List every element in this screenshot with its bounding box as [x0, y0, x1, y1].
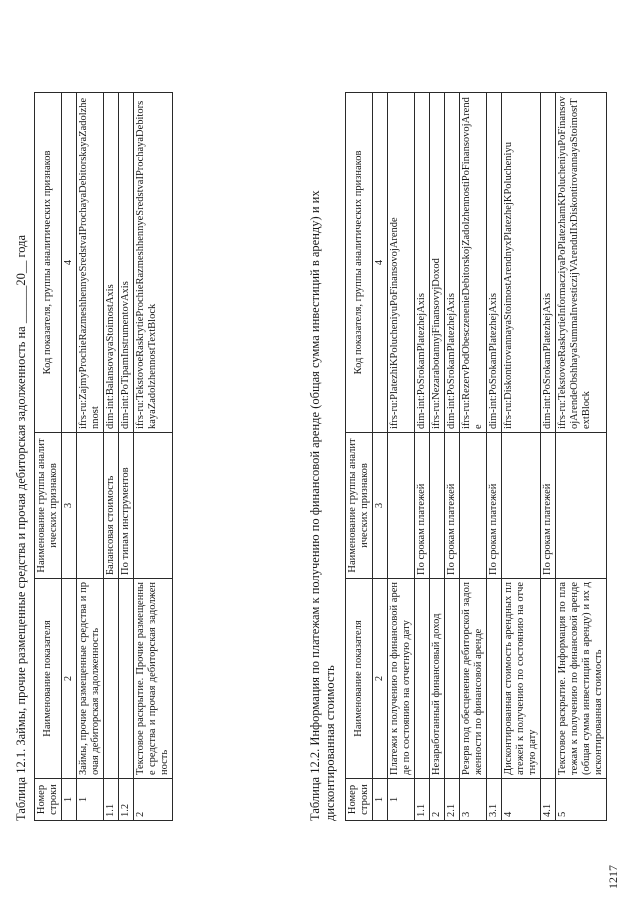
table-row [430, 93, 445, 821]
table-header-row [35, 93, 62, 821]
header-row-number: Номер строки [346, 779, 373, 821]
table-row [415, 93, 430, 821]
colnum-3: 3 [373, 433, 388, 579]
colnum-1: 1 [62, 779, 77, 821]
colnum-2: 2 [373, 579, 388, 779]
table2-caption: Таблица 12.2. Информация по платежам к получению по финансовой аренде (общая сумма инвестиций в аренду) и их дисконтированная стоимость [308, 190, 337, 821]
indicator-code: ifrs-ru:NezarabotannyjFinansovyjDoxod [430, 93, 445, 433]
indicator-name [119, 579, 134, 779]
header-group-name: Наименование группы аналитических признаков [346, 433, 373, 579]
row-number: 2.1 [445, 779, 460, 821]
table-row [104, 93, 119, 821]
row-number: 2 [430, 779, 445, 821]
row-number: 1.1 [415, 779, 430, 821]
group-name [430, 433, 445, 579]
indicator-name [487, 579, 502, 779]
header-indicator-name: Наименование показателя [35, 579, 62, 779]
indicator-name [104, 579, 119, 779]
colnum-4: 4 [373, 93, 388, 433]
group-name: По срокам платежей [445, 433, 460, 579]
indicator-code: ifrs-ru:ZajmyProchieRazmeshhennyeSredstvaIProchayaDebitorskayaZadolzhennost [77, 93, 104, 433]
colnum-3: 3 [62, 433, 77, 579]
group-name [77, 433, 104, 579]
row-number: 2 [134, 779, 173, 821]
group-name [502, 433, 541, 579]
group-name: По срокам платежей [541, 433, 556, 579]
row-number: 5 [556, 779, 607, 821]
indicator-code: dim-int:PoSrokamPlatezhejAxis [415, 93, 430, 433]
indicator-name: Незаработанный финансовый доход [430, 579, 445, 779]
indicator-name: Текстовое раскрытие. Информация по платежам к получению по финансовой аренде (общая сумма инвестиций в аренду) и их дисконтированная стоимость [556, 579, 607, 779]
indicator-name [445, 579, 460, 779]
colnum-4: 4 [62, 93, 77, 433]
indicator-code: dim-int:PoSrokamPlatezhejAxis [487, 93, 502, 433]
header-code: Код показателя, группы аналитических признаков [346, 93, 373, 433]
indicator-name: Резерв под обесценение дебиторской задолженности по финансовой аренде [460, 579, 487, 779]
indicator-code: dim-int:PoTipamInstrumentovAxis [119, 93, 134, 433]
table-header-row [346, 93, 373, 821]
row-number: 1 [77, 779, 104, 821]
indicator-code: ifrs-ru:PlatezhiKPolucheniyuPoFinansovojArende [388, 93, 415, 433]
header-group-name: Наименование группы аналитических признаков [35, 433, 62, 579]
indicator-code: ifrs-ru:TekstovoeRaskrytieInformacziyaPoPlatezhamKPolucheniyuPoFinansovojArendeObshhayaSummaInvesticzijVArenduIIxDiskontirovannayaStoimostTextBlock [556, 93, 607, 433]
colnum-2: 2 [62, 579, 77, 779]
table-colnum-row [62, 93, 77, 821]
table-finance-lease-payments [345, 92, 607, 821]
table-row [77, 93, 104, 821]
table-row [460, 93, 487, 821]
group-name [134, 433, 173, 579]
row-number: 3.1 [487, 779, 502, 821]
indicator-name: Дисконтированная стоимость арендных платежей к получению по состоянию на отчетную дату [502, 579, 541, 779]
indicator-name [415, 579, 430, 779]
table-row [445, 93, 460, 821]
group-name: Балансовая стоимость [104, 433, 119, 579]
header-indicator-name: Наименование показателя [346, 579, 373, 779]
group-name: По срокам платежей [487, 433, 502, 579]
header-code: Код показателя, группы аналитических признаков [35, 93, 62, 433]
table-row [556, 93, 607, 821]
row-number: 1 [388, 779, 415, 821]
table-row [541, 93, 556, 821]
table-row [119, 93, 134, 821]
table-row [502, 93, 541, 821]
row-number: 1.2 [119, 779, 134, 821]
indicator-name: Платежи к получению по финансовой аренде по состоянию на отчетную дату [388, 579, 415, 779]
table-colnum-row [373, 93, 388, 821]
indicator-code: ifrs-ru:TekstovoeRaskrytieProchieRazmeshhennyeSredstvaIProchayaDebitorskayaZadolzhennostTextBlock [134, 93, 173, 433]
page-number: 1217 [606, 865, 620, 889]
indicator-code: dim-int:PoSrokamPlatezhejAxis [541, 93, 556, 433]
row-number: 4 [502, 779, 541, 821]
table-row [388, 93, 415, 821]
indicator-name: Текстовое раскрытие. Прочие размещенные средства и прочая дебиторская задолженность [134, 579, 173, 779]
group-name [388, 433, 415, 579]
row-number: 4.1 [541, 779, 556, 821]
row-number: 3 [460, 779, 487, 821]
indicator-code: ifrs-ru:RezervPodObesczenenieDebitorskojZadolzhennostiPoFinansovojArende [460, 93, 487, 433]
group-name [556, 433, 607, 579]
indicator-name: Займы, прочие размещенные средства и прочая дебиторская задолженность [77, 579, 104, 779]
indicator-name [541, 579, 556, 779]
indicator-code: ifrs-ru:DiskontirovannayaStoimostArendnyxPlatezhejKPolucheniyu [502, 93, 541, 433]
table-row [134, 93, 173, 821]
indicator-code: dim-int:PoSrokamPlatezhejAxis [445, 93, 460, 433]
group-name: По типам инструментов [119, 433, 134, 579]
table1-caption: Таблица 12.1. Займы, прочие размещенные средства и прочая дебиторская задолженность на ______20__ года [14, 234, 28, 821]
colnum-1: 1 [373, 779, 388, 821]
row-number: 1.1 [104, 779, 119, 821]
group-name [460, 433, 487, 579]
indicator-code: dim-int:BalansovayaStoimostAxis [104, 93, 119, 433]
table-row [487, 93, 502, 821]
header-row-number: Номер строки [35, 779, 62, 821]
group-name: По срокам платежей [415, 433, 430, 579]
table-loans-receivables [34, 92, 173, 821]
